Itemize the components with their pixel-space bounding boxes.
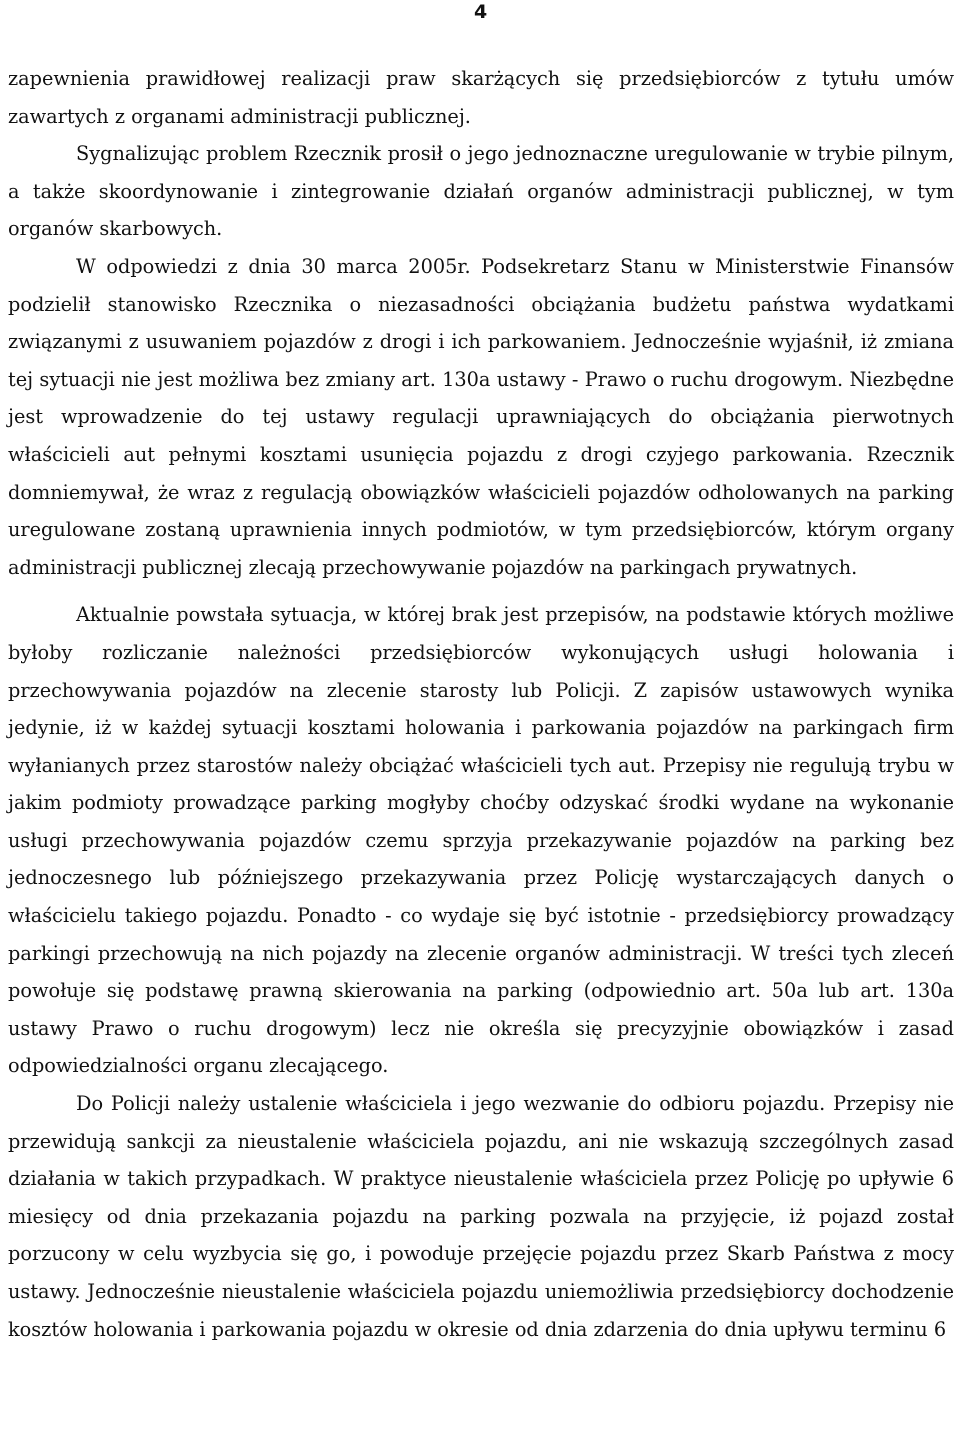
document-body [8,60,954,1348]
paragraph-signaling-problem: Sygnalizując problem Rzecznik prosił o jego jednoznaczne uregulowanie w trybie pilnym, a także skoordynowanie i zintegrowanie działań organów administracji publicznej, w tym organów skarbowych. [8,142,954,241]
paragraph-ministry-response: W odpowiedzi z dnia 30 marca 2005r. Podsekretarz Stanu w Ministerstwie Finansów podzielił stanowisko Rzecznika o niezasadności obciążania budżetu państwa wydatkami związanymi z usuwaniem pojazdów z drogi i ich parkowaniem. Jednocześnie wyjaśnił, iż zmiana tej sytuacji nie jest możliwa bez zmiany art. 130a ustawy - Prawo o ruchu drogowym. Niezbędne jest wprowadzenie do tej ustawy regulacji uprawniających do obciążania pierwotnych właścicieli aut pełnymi kosztami usunięcia pojazdu z drogi czyjego parkowania. Rzecznik domniemywał, że wraz z regulacją obowiązków właścicieli pojazdów odholowanych na parking uregulowane zostaną uprawnienia innych podmiotów, w tym przedsiębiorców, którym organy administracji publicznej zlecają przechowywanie pojazdów na parkingach prywatnych. [8,254,954,579]
paragraph-continuation: zapewnienia prawidłowej realizacji praw skarżących się przedsiębiorców z tytułu umów zawartych z organami administracji publicznej. [8,67,954,128]
paragraph-police-duties: Do Policji należy ustalenie właściciela i jego wezwanie do odbioru pojazdu. Przepisy nie przewidują sankcji za nieustalenie właściciela pojazdu, ani nie wskazują szczególnych zasad działania w takich przypadkach. W praktyce nieustalenie właściciela przez Policję po upływie 6 miesięcy od dnia przekazania pojazdu na parking pozwala na przyjęcie, iż pojazd został porzucony w celu wyzbycia się go, i powoduje przejęcie pojazdu przez Skarb Państwa z mocy ustawy. Jednocześnie nieustalenie właściciela pojazdu uniemożliwia przedsiębiorcy dochodzenie kosztów holowania i parkowania pojazdu w okresie od dnia zdarzenia do dnia upływu terminu 6 [8,1092,954,1341]
page-number: 4 [474,1,488,23]
paragraph-current-situation: Aktualnie powstała sytuacja, w której brak jest przepisów, na podstawie których możliwe byłoby rozliczanie należności przedsiębiorców wykonujących usługi holowania i przechowywania pojazdów na zlecenie starosty lub Policji. Z zapisów ustawowych wynika jedynie, iż w każdej sytuacji kosztami holowania i parkowania pojazdów na parkingach firm wyłanianych przez starostów należy obciążać właścicieli tych aut. Przepisy nie regulują trybu w jakim podmioty prowadzące parking mogłyby choćby odzyskać środki wydane na wykonanie usługi przechowywania pojazdów czemu sprzyja przekazywanie pojazdów na parking bez jednoczesnego lub późniejszego przekazywania przez Policję wystarczających danych o właścicielu takiego pojazdu. Ponadto - co wydaje się być istotnie - przedsiębiorcy prowadzący parkingi przechowują na nich pojazdy na zlecenie organów administracji. W treści tych zleceń powołuje się podstawę prawną skierowania na parking (odpowiednio art. 50a lub art. 130a ustawy Prawo o ruchu drogowym) lecz nie określa się precyzyjnie obowiązków i zasad odpowiedzialności organu zlecającego. [8,603,954,1078]
